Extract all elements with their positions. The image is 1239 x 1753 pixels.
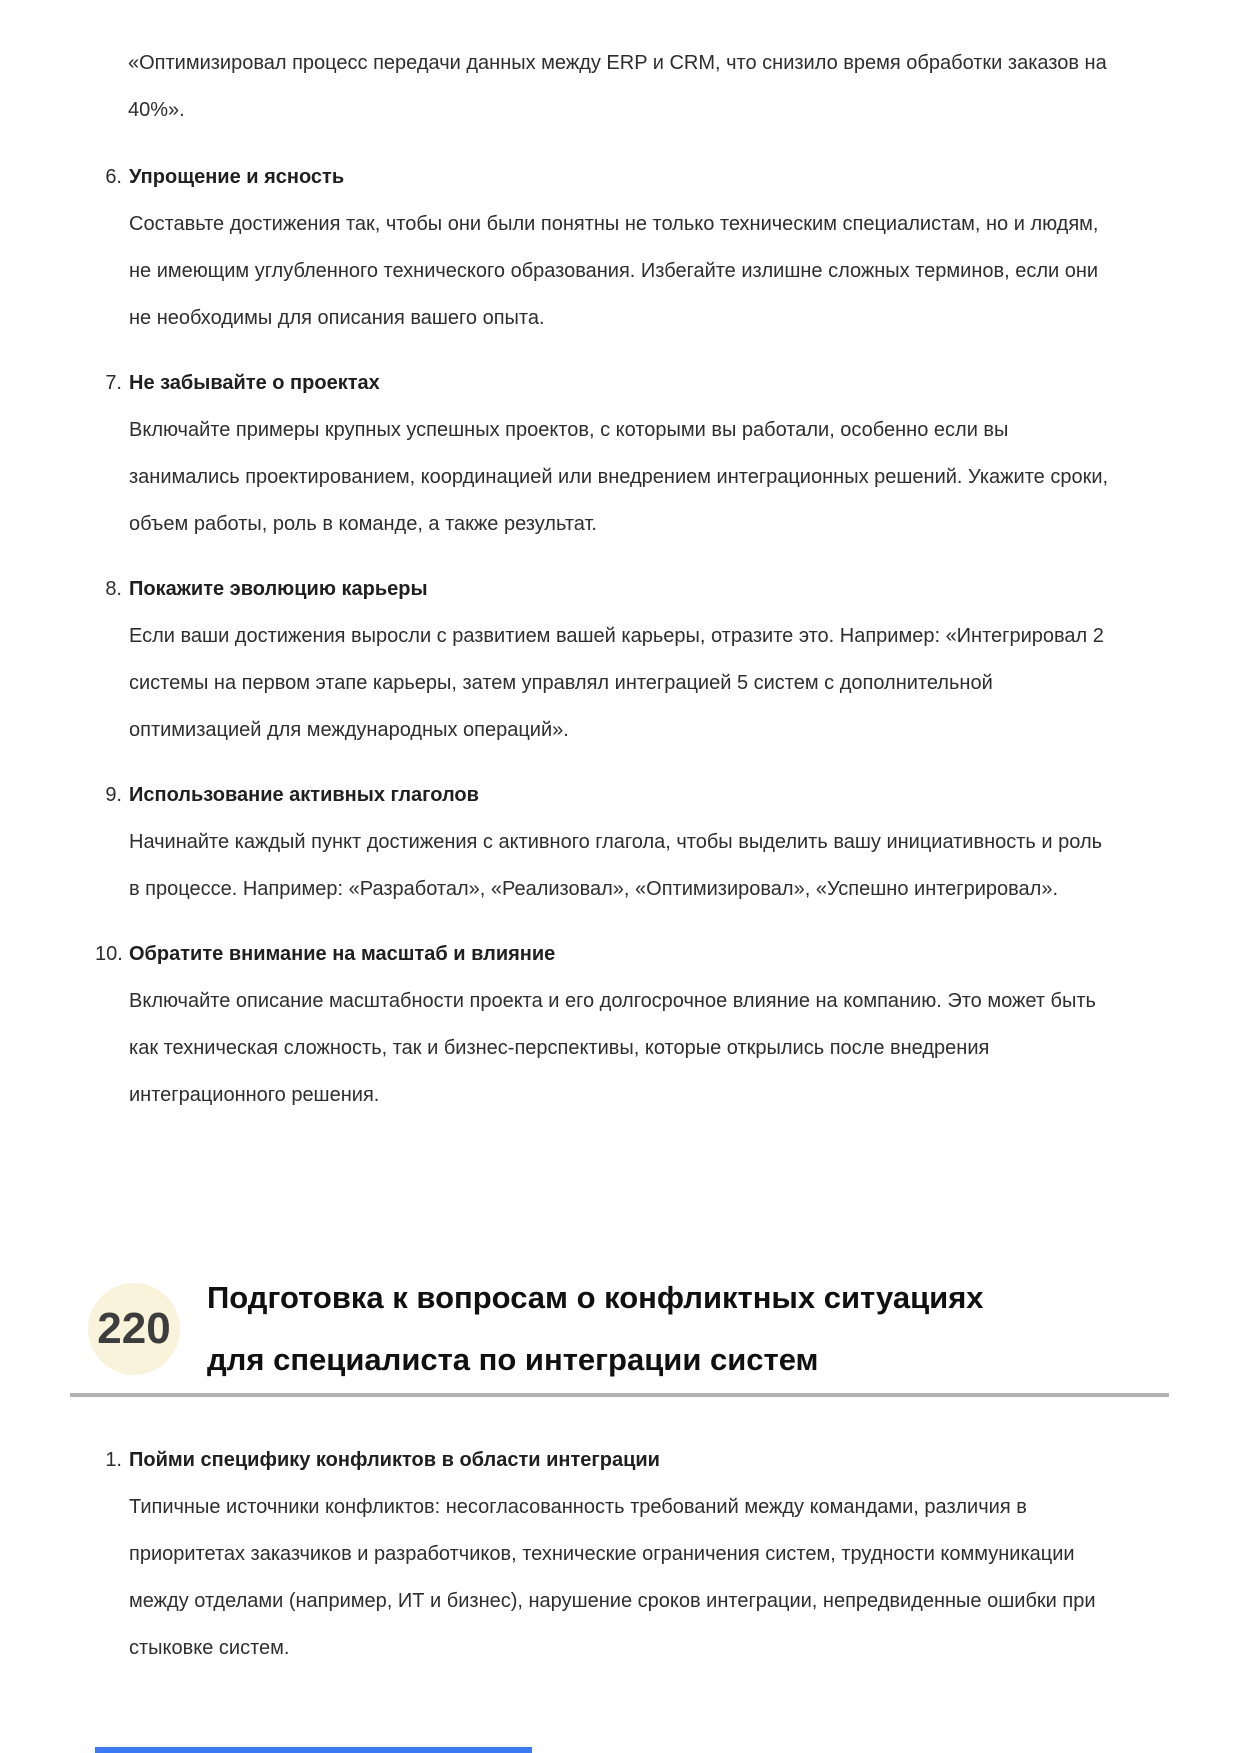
- item-title: Упрощение и ясность: [129, 166, 345, 188]
- item-title: Использование активных глаголов: [129, 784, 479, 806]
- item-number: 9.: [105, 784, 122, 806]
- item-content: [129, 566, 1114, 754]
- section-header: [88, 1267, 1144, 1391]
- section-title-line2: для специалиста по интеграции систем: [207, 1342, 819, 1377]
- tips-list-top: [95, 154, 1144, 1119]
- section-title-line1: Подготовка к вопросам о конфликтных ситуациях: [207, 1280, 984, 1315]
- item-content: [129, 772, 1114, 913]
- item-content: [129, 360, 1114, 548]
- item-number: 8.: [105, 578, 122, 600]
- item-title: Обратите внимание на масштаб и влияние: [129, 943, 556, 965]
- item-title: Не забывайте о проектах: [129, 372, 380, 394]
- next-line-blue-fragment: [95, 1747, 532, 1753]
- item-content: [129, 931, 1114, 1119]
- section-title: [207, 1267, 984, 1391]
- item-body: Составьте достижения так, чтобы они были понятны не только техническим специалистам, но и людям, не имеющим углубленного технического образования. Избегайте излишне сложных терминов, если они не необходимы для описания вашего опыта.: [129, 213, 1099, 329]
- item-body: Включайте описание масштабности проекта и его долгосрочное влияние на компанию. Это может быть как техническая сложность, так и бизнес-перспективы, которые открылись после внедрения интеграционного решения.: [129, 990, 1096, 1106]
- list-item: [95, 566, 1144, 754]
- list-item: [95, 360, 1144, 548]
- list-item: [95, 931, 1144, 1119]
- item-number: 7.: [105, 372, 122, 394]
- list-item: [95, 1437, 1144, 1672]
- list-item: [95, 772, 1144, 913]
- item-content: [129, 154, 1114, 342]
- item-title: Пойми специфику конфликтов в области интеграции: [129, 1449, 660, 1471]
- quote-paragraph: «Оптимизировал процесс передачи данных между ERP и CRM, что снизило время обработки заказов на 40%».: [128, 52, 1107, 121]
- item-number: 1.: [105, 1449, 122, 1471]
- section-divider: [70, 1393, 1169, 1397]
- item-body: Начинайте каждый пункт достижения с активного глагола, чтобы выделить вашу инициативность и роль в процессе. Например: «Разработал», «Реализовал», «Оптимизировал», «Успешно интегрировал».: [129, 831, 1103, 900]
- item-number: 10.: [95, 943, 123, 965]
- list-item: [95, 154, 1144, 342]
- item-body: Типичные источники конфликтов: несогласованность требований между командами, различия в приоритетах заказчиков и разработчиков, технические ограничения систем, трудности коммуникации между отделами (например, ИТ и бизнес), нарушение сроков интеграции, непредвиденные ошибки при стыковке систем.: [129, 1496, 1096, 1659]
- item-body: Если ваши достижения выросли с развитием вашей карьеры, отразите это. Например: «Интегрировал 2 системы на первом этапе карьеры, затем управлял интеграцией 5 систем с дополнительной оптимизацией для международных операций».: [129, 625, 1104, 741]
- item-content: [129, 1437, 1114, 1672]
- item-number: 6.: [105, 166, 122, 188]
- section-number-badge: 220: [88, 1283, 180, 1375]
- item-title: Покажите эволюцию карьеры: [129, 578, 428, 600]
- tips-list-bottom: [95, 1437, 1144, 1672]
- item-body: Включайте примеры крупных успешных проектов, с которыми вы работали, особенно если вы занимались проектированием, координацией или внедрением интеграционных решений. Укажите сроки, объем работы, роль в команде, а также результат.: [129, 419, 1109, 535]
